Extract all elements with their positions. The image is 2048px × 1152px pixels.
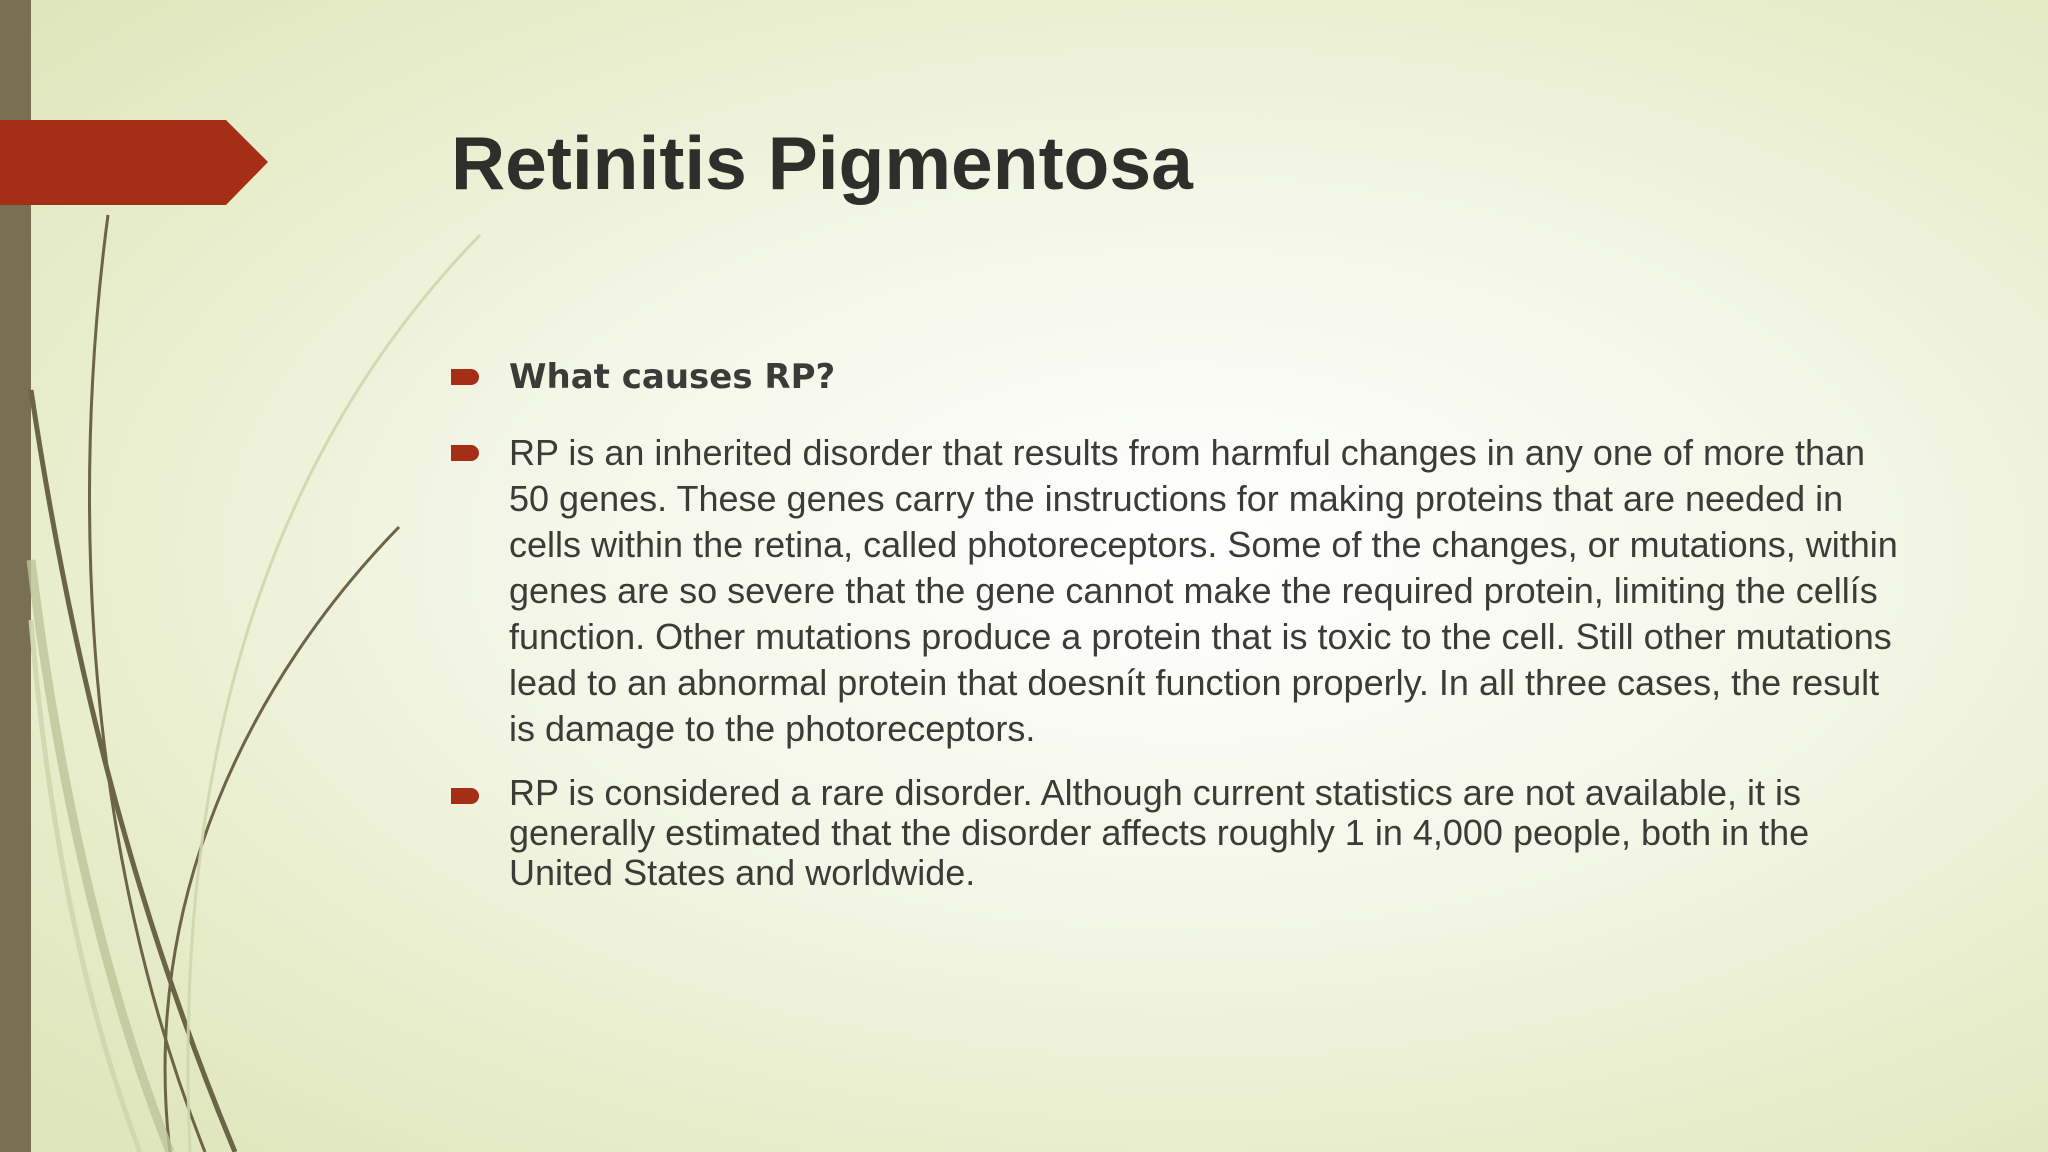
title-arrow-icon [0, 120, 268, 205]
arrow-bullet-icon [451, 788, 481, 804]
arrow-bullet-icon [451, 369, 481, 385]
bullet-text: RP is considered a rare disorder. Although current statistics are not available, it is generally estimated that the disorder affects roughly 1 in 4,000 people, both in the United States and worldwide. [509, 772, 1810, 893]
bullet-text: RP is an inherited disorder that results from harmful changes in any one of more than 50 genes. These genes carry the instructions for making proteins that are needed in cells within the retina, called photoreceptors. Some of the changes, or mutations, within genes are so severe that the gene cannot make the required protein, limiting the cellís function. Other mutations produce a protein that is toxic to the cell. Still other mutations lead to an abnormal protein that doesnít function properly. In all three cases, the result is damage to the photoreceptors. [509, 432, 1898, 749]
bullet-item [451, 354, 1901, 400]
bullet-list [451, 354, 1901, 914]
bullet-item [451, 773, 1901, 893]
bullet-item [451, 430, 1901, 752]
slide-title: Retinitis Pigmentosa [451, 121, 1193, 205]
bullet-text: What causes RP? [509, 357, 836, 397]
arrow-bullet-icon [451, 445, 481, 461]
